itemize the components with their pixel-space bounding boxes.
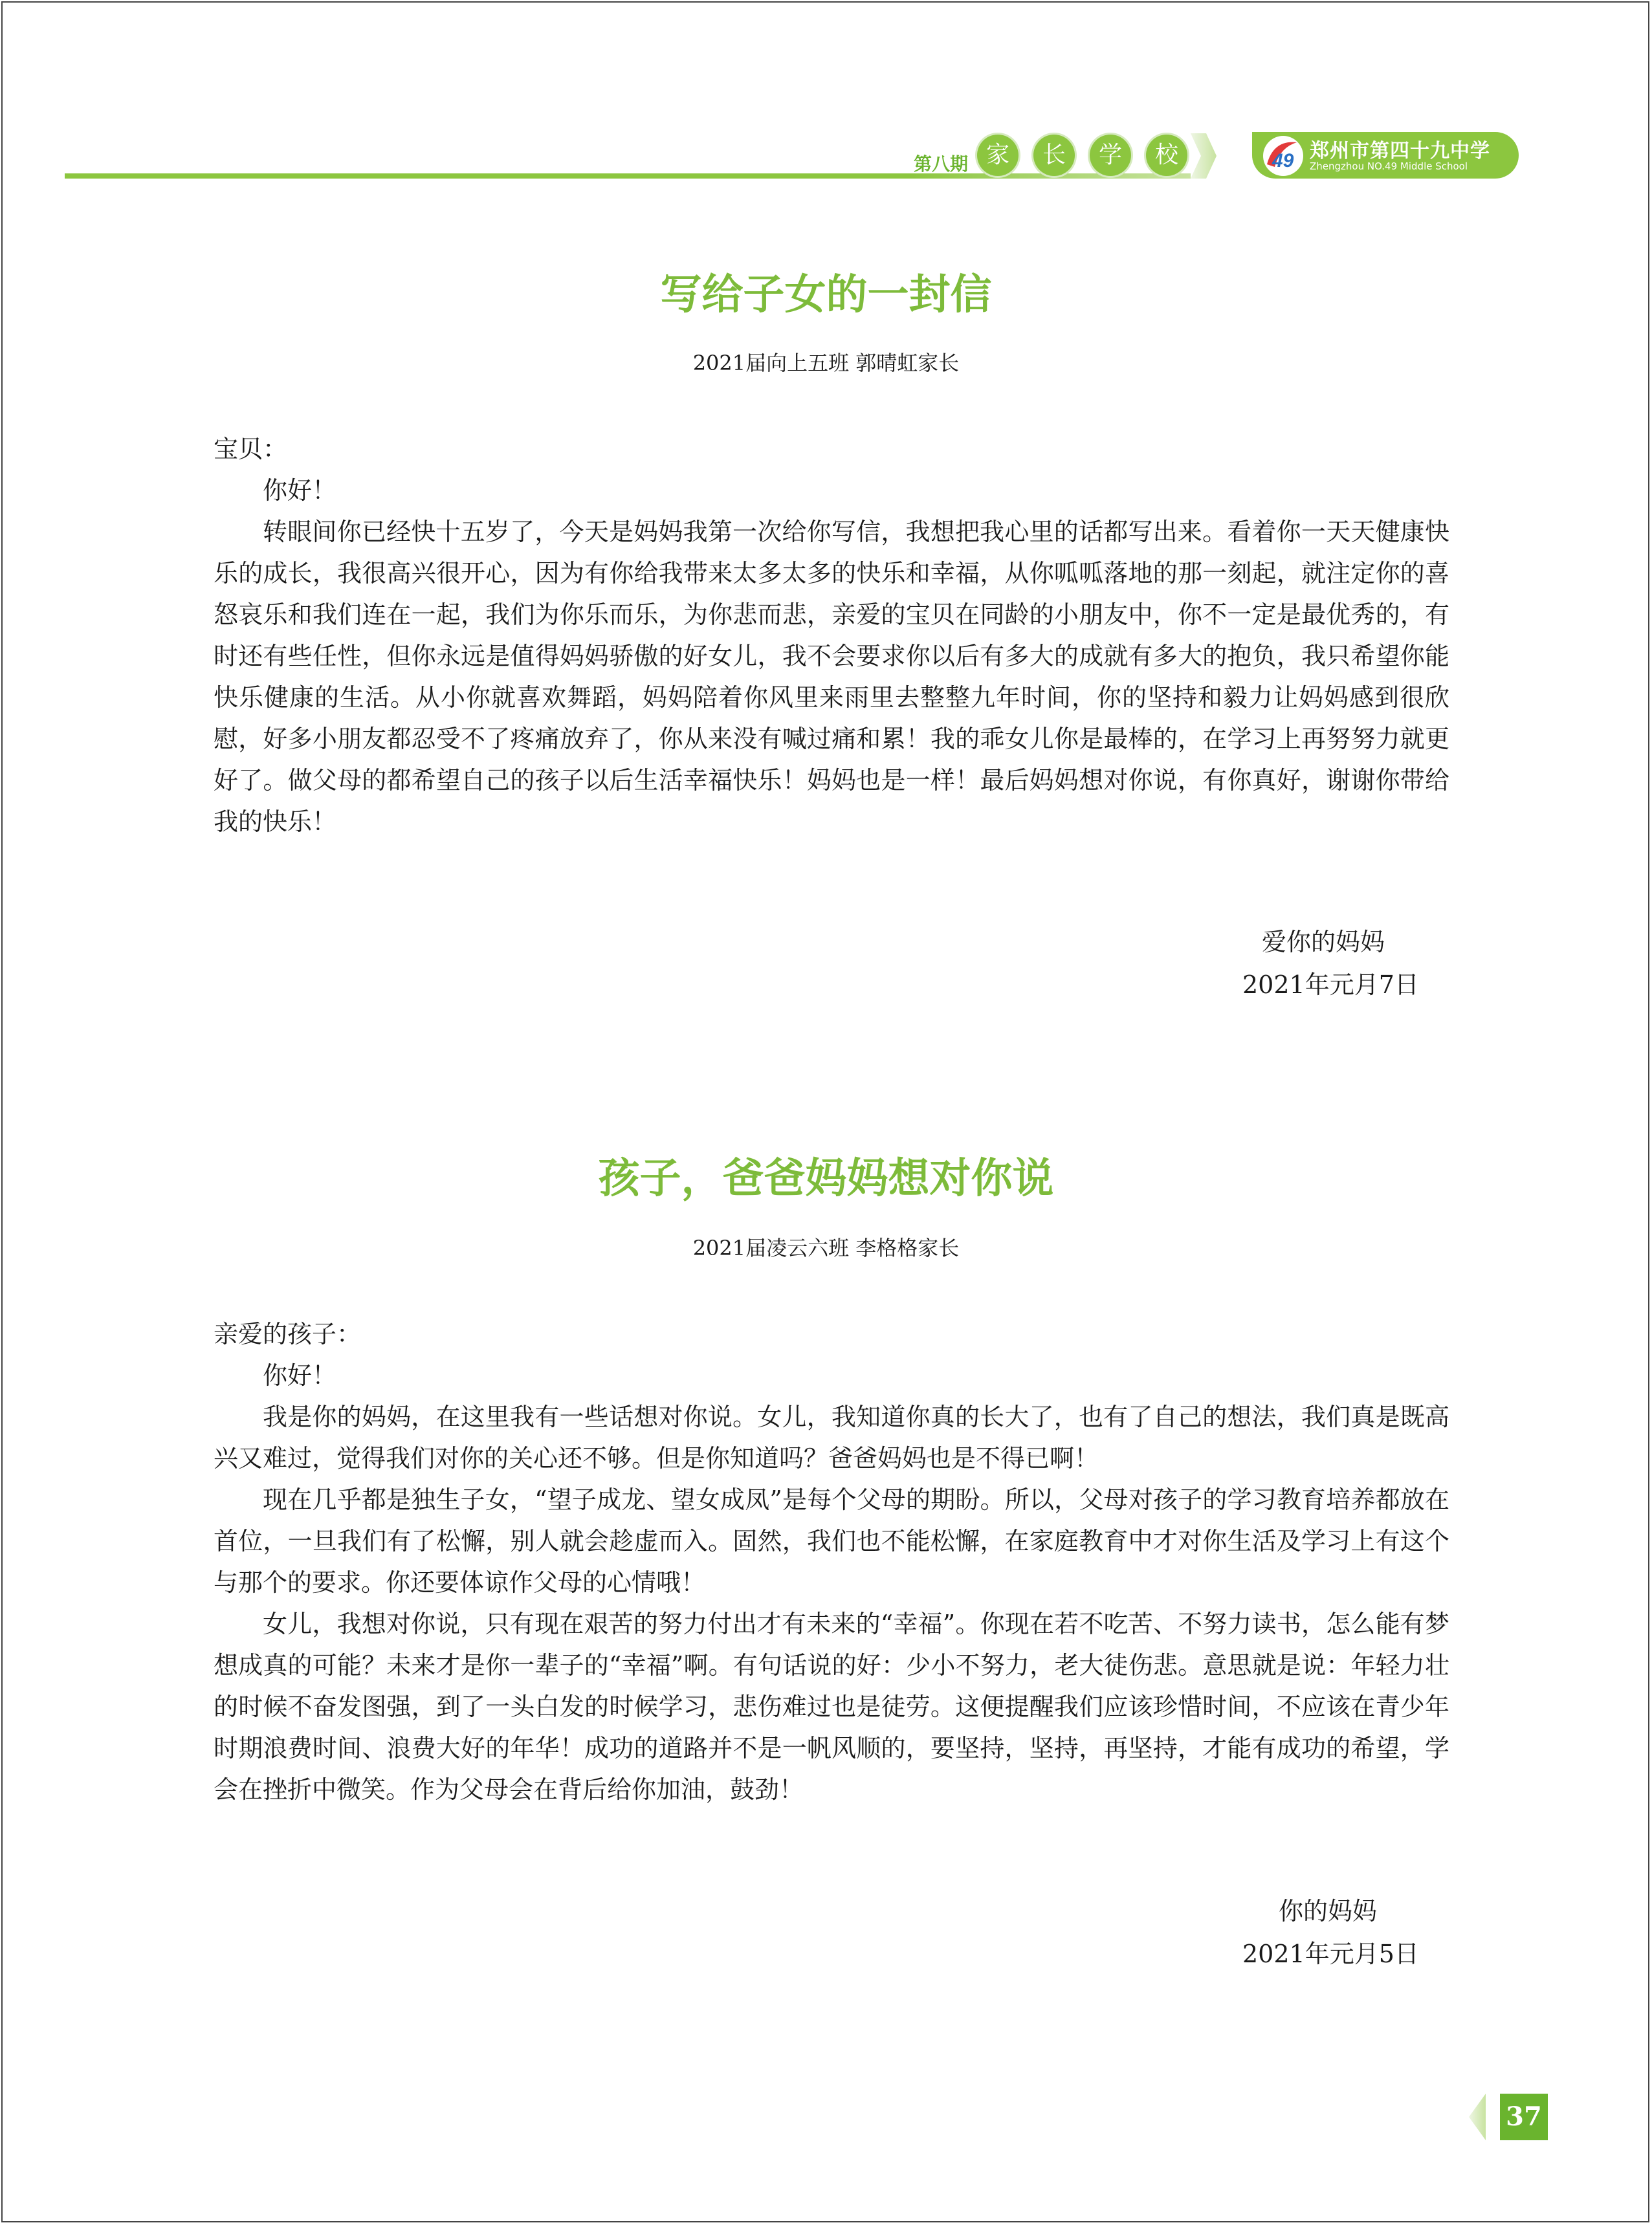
article2-date: 2021年元月5日 [1242,1940,1419,1968]
article2-salutation: 亲爱的孩子： [214,1320,362,1348]
article2-signature: 你的妈妈 [1279,1897,1378,1925]
school-logo-text: 49 [1272,150,1294,171]
header-rule [65,173,1191,179]
article2-paragraph-3: 女儿，我想对你说，只有现在艰苦的努力付出才有未来的“幸福”。你现在若不吃苦、不努力读书，怎么能有梦想成真的可能？未来才是你一辈子的“幸福”啊。有句话说的好：少小不努力，老大徒伤悲。意思就是说：年轻力壮的时候不奋发图强，到了一头白发的时候学习，悲伤难过也是徒劳。这便提醒我们应该珍惜时间，不应该在青少年时期浪费时间、浪费大好的年华！成功的道路并不是一帆风顺的，要坚持，坚持，再坚持，才能有成功的希望，学会在挫折中微笑。作为父母会在背后给你加油，鼓劲！ [214,1610,1449,1804]
column-char-1: 家 [977,135,1019,176]
school-logo-icon [1261,135,1306,177]
article2-title: 孩子，爸爸妈妈想对你说 [598,1155,1054,1203]
school-name-cn: 郑州市第四十九中学 [1310,140,1490,162]
page-frame [1,1,1649,2222]
page-number: 37 [1500,2094,1548,2140]
column-char-4: 校 [1146,135,1187,176]
school-name-en: Zhengzhou NO.49 Middle School [1310,160,1468,172]
column-char-2: 长 [1033,135,1075,176]
article1-byline: 2021届向上五班 郭晴虹家长 [692,351,960,375]
article1-title: 写给子女的一封信 [660,271,992,319]
column-char-3: 学 [1090,135,1131,176]
article1-signature: 爱你的妈妈 [1262,928,1385,956]
article2-greeting: 你好！ [263,1361,337,1390]
article2-paragraph-1: 我是你的妈妈，在这里我有一些话想对你说。女儿，我知道你真的长大了，也有了自己的想法，我们真是既高兴又难过，觉得我们对你的关心还不够。但是你知道吗？爸爸妈妈也是不得已啊！ [214,1403,1449,1473]
article1-body: 转眼间你已经快十五岁了，今天是妈妈我第一次给你写信，我想把我心里的话都写出来。看着你一天天健康快乐的成长，我很高兴很开心，因为有你给我带来太多太多的快乐和幸福，从你呱呱落地的那一刻起，就注定你的喜怒哀乐和我们连在一起，我们为你乐而乐，为你悲而悲，亲爱的宝贝在同龄的小朋友中，你不一定是最优秀的，有时还有些任性，但你永远是值得妈妈骄傲的好女儿，我不会要求你以后有多大的成就有多大的抱负，我只希望你能快乐健康的生活。从小你就喜欢舞蹈，妈妈陪着你风里来雨里去整整九年时间，你的坚持和毅力让妈妈感到很欣慰，好多小朋友都忍受不了疼痛放弃了，你从来没有喊过痛和累！我的乖女儿你是最棒的，在学习上再努努力就更好了。做父母的都希望自己的孩子以后生活幸福快乐！妈妈也是一样！最后妈妈想对你说，有你真好，谢谢你带给我的快乐！ [214,518,1449,836]
article1-greeting: 你好！ [263,476,337,505]
issue-label: 第八期 [914,153,969,175]
article1-salutation: 宝贝： [214,435,288,463]
article1-date: 2021年元月7日 [1242,970,1419,999]
article2-byline: 2021届凌云六班 李格格家长 [692,1236,960,1260]
article2-paragraph-2: 现在几乎都是独生子女，“望子成龙、望女成凤”是每个父母的期盼。所以，父母对孩子的学习教育培养都放在首位，一旦我们有了松懈，别人就会趁虚而入。固然，我们也不能松懈，在家庭教育中才对你生活及学习上有这个与那个的要求。你还要体谅作父母的心情哦！ [214,1485,1449,1597]
